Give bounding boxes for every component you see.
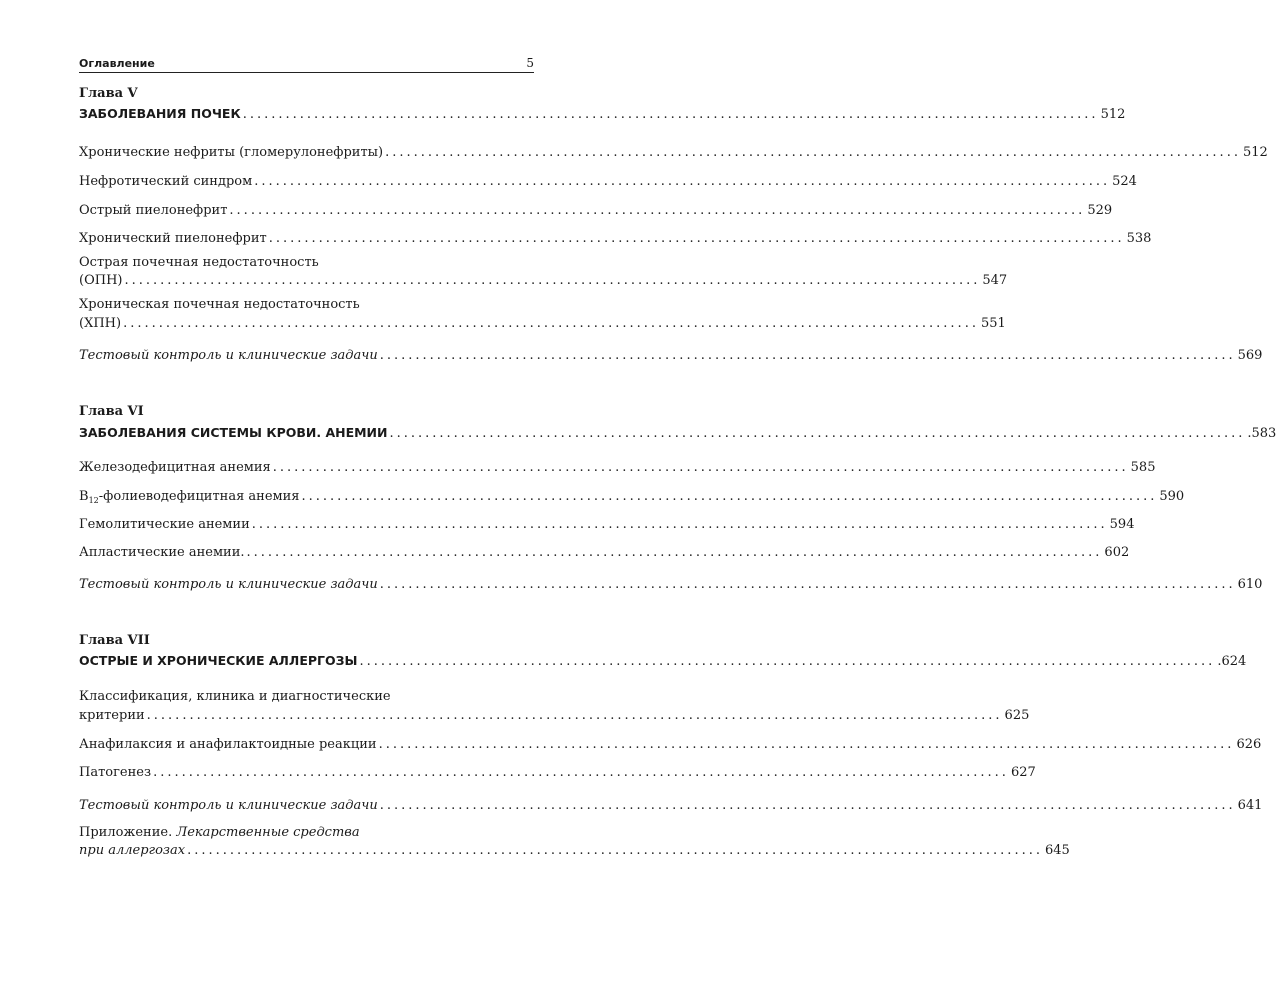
- toc-entry-appendix[interactable]: [79, 843, 1070, 858]
- leader-dots: ........................................................................................................................: [268, 231, 1125, 246]
- leader-dots: ........................................................................................................................: [378, 737, 1235, 752]
- entry-title: (ХПН): [79, 316, 122, 331]
- entry-page: 524: [1112, 174, 1137, 189]
- entry-page: 585: [1130, 460, 1156, 475]
- toc-entry-anaphylaxis[interactable]: [79, 737, 1262, 752]
- chapter-6-title-page: .583: [1247, 426, 1276, 441]
- entry-page: 590: [1159, 489, 1185, 504]
- entry-page: 594: [1109, 517, 1135, 532]
- leader-dots: ........................................................................................................................: [301, 489, 1158, 504]
- toc-entry-pathogenesis[interactable]: [79, 765, 1036, 780]
- leader-dots: ........................................................................................................................: [254, 174, 1111, 189]
- b12-subscript: 12: [88, 496, 99, 505]
- entry-title: Хронический пиелонефрит: [79, 231, 267, 246]
- chapter-6-label: Глава VI: [79, 404, 144, 419]
- chapter-7-heading[interactable]: [79, 653, 1247, 669]
- leader-dots: ........................................................................................................................: [242, 107, 1099, 122]
- entry-page: 626: [1236, 737, 1262, 752]
- entry-title: Патогенез: [79, 765, 152, 780]
- entry-title: Тестовый контроль и клинические задачи: [79, 798, 378, 813]
- toc-entry-aplastic-anemia[interactable]: [79, 545, 1130, 560]
- b12-prefix: В: [79, 489, 89, 504]
- entry-title: Нефротический синдром: [79, 174, 253, 189]
- leader-dots: ........................................................................................................................: [146, 708, 1003, 723]
- b12-suffix: -фолиеводефицитная анемия: [98, 489, 300, 504]
- leader-dots: ........................................................................................................................: [246, 545, 1103, 560]
- appendix-label: Приложение.: [79, 825, 173, 840]
- toc-entry-hemolytic-anemia[interactable]: [79, 517, 1135, 532]
- entry-page: 627: [1010, 765, 1036, 780]
- toc-entry-acute-pyelonephritis[interactable]: [79, 203, 1113, 218]
- leader-dots: ........................................................................................................................: [229, 203, 1086, 218]
- toc-entry-acute-renal-failure-line1: Острая почечная недостаточность: [79, 255, 319, 270]
- toc-entry-tests-chapter-6[interactable]: [79, 577, 1263, 592]
- page-number: 5: [526, 56, 534, 70]
- entry-page: 610: [1237, 577, 1263, 592]
- leader-dots: ........................................................................................................................: [379, 798, 1236, 813]
- entry-page: 512: [1242, 145, 1268, 160]
- toc-entry-chronic-nephritis[interactable]: [79, 145, 1268, 160]
- entry-page: 569: [1237, 348, 1263, 363]
- toc-entry-appendix-line1: [79, 825, 360, 840]
- chapter-5-title: ЗАБОЛЕВАНИЯ ПОЧЕК: [79, 106, 241, 121]
- toc-entry-chronic-renal-failure[interactable]: [79, 316, 1006, 331]
- entry-page: 645: [1044, 843, 1070, 858]
- leader-dots: ........................................................................................................................: [379, 577, 1236, 592]
- entry-title: Острый пиелонефрит: [79, 203, 228, 218]
- chapter-7-label: Глава VII: [79, 633, 150, 648]
- chapter-5-label: Глава V: [79, 86, 138, 101]
- entry-title: критерии: [79, 708, 145, 723]
- leader-dots: ........................................................................................................................: [359, 654, 1216, 669]
- toc-entry-iron-deficiency-anemia[interactable]: [79, 460, 1156, 475]
- entry-title: Апластические анемии.: [79, 545, 245, 560]
- leader-dots: ........................................................................................................................: [187, 843, 1043, 858]
- toc-entry-tests-chapter-5[interactable]: [79, 348, 1263, 363]
- entry-title: Железодефицитная анемия: [79, 460, 271, 475]
- toc-entry-nephrotic-syndrome[interactable]: [79, 174, 1137, 189]
- entry-title: Анафилаксия и анафилактоидные реакции: [79, 737, 377, 752]
- leader-dots: ........................................................................................................................: [251, 517, 1108, 532]
- appendix-title-italic: Лекарственные средства: [176, 825, 360, 840]
- toc-entry-tests-chapter-7[interactable]: [79, 798, 1263, 813]
- entry-page: 625: [1004, 708, 1030, 723]
- leader-dots: ........................................................................................................................: [385, 145, 1241, 160]
- entry-title: Тестовый контроль и клинические задачи: [79, 577, 378, 592]
- chapter-5-title-page: 512: [1100, 107, 1126, 122]
- chapter-6-heading[interactable]: [79, 425, 1276, 441]
- leader-dots: ........................................................................................................................: [272, 460, 1129, 475]
- entry-page: 529: [1087, 203, 1113, 218]
- leader-dots: ........................................................................................................................: [153, 765, 1009, 780]
- entry-title: Хронические нефриты (гломерулонефриты): [79, 145, 384, 160]
- entry-title: (ОПН): [79, 273, 123, 288]
- toc-entry-classification[interactable]: [79, 708, 1030, 723]
- entry-page: 551: [980, 316, 1006, 331]
- entry-page: 602: [1104, 545, 1130, 560]
- running-header: [79, 56, 534, 73]
- chapter-7-title: ОСТРЫЕ И ХРОНИЧЕСКИЕ АЛЛЕРГОЗЫ: [79, 653, 358, 668]
- chapter-6-title: ЗАБОЛЕВАНИЯ СИСТЕМЫ КРОВИ. АНЕМИИ: [79, 425, 388, 440]
- toc-entry-classification-line1: Классификация, клиника и диагностические: [79, 689, 391, 704]
- leader-dots: ........................................................................................................................: [389, 426, 1246, 441]
- chapter-7-title-page: .624: [1217, 654, 1247, 669]
- leader-dots: ........................................................................................................................: [379, 348, 1236, 363]
- entry-title: Тестовый контроль и клинические задачи: [79, 348, 378, 363]
- chapter-5-heading[interactable]: [79, 106, 1126, 122]
- entry-title: [79, 489, 300, 504]
- toc-entry-b12-anemia[interactable]: [79, 489, 1185, 505]
- toc-entry-chronic-pyelonephritis[interactable]: [79, 231, 1152, 246]
- entry-page: 547: [982, 273, 1008, 288]
- running-title: Оглавление: [79, 57, 155, 70]
- leader-dots: ........................................................................................................................: [123, 316, 979, 331]
- toc-entry-acute-renal-failure[interactable]: [79, 273, 1008, 288]
- toc-entry-chronic-renal-failure-line1: Хроническая почечная недостаточность: [79, 297, 360, 312]
- entry-page: 538: [1126, 231, 1152, 246]
- leader-dots: ........................................................................................................................: [124, 273, 981, 288]
- entry-title: при аллергозах: [79, 843, 186, 858]
- entry-title: Гемолитические анемии: [79, 517, 250, 532]
- entry-page: 641: [1237, 798, 1263, 813]
